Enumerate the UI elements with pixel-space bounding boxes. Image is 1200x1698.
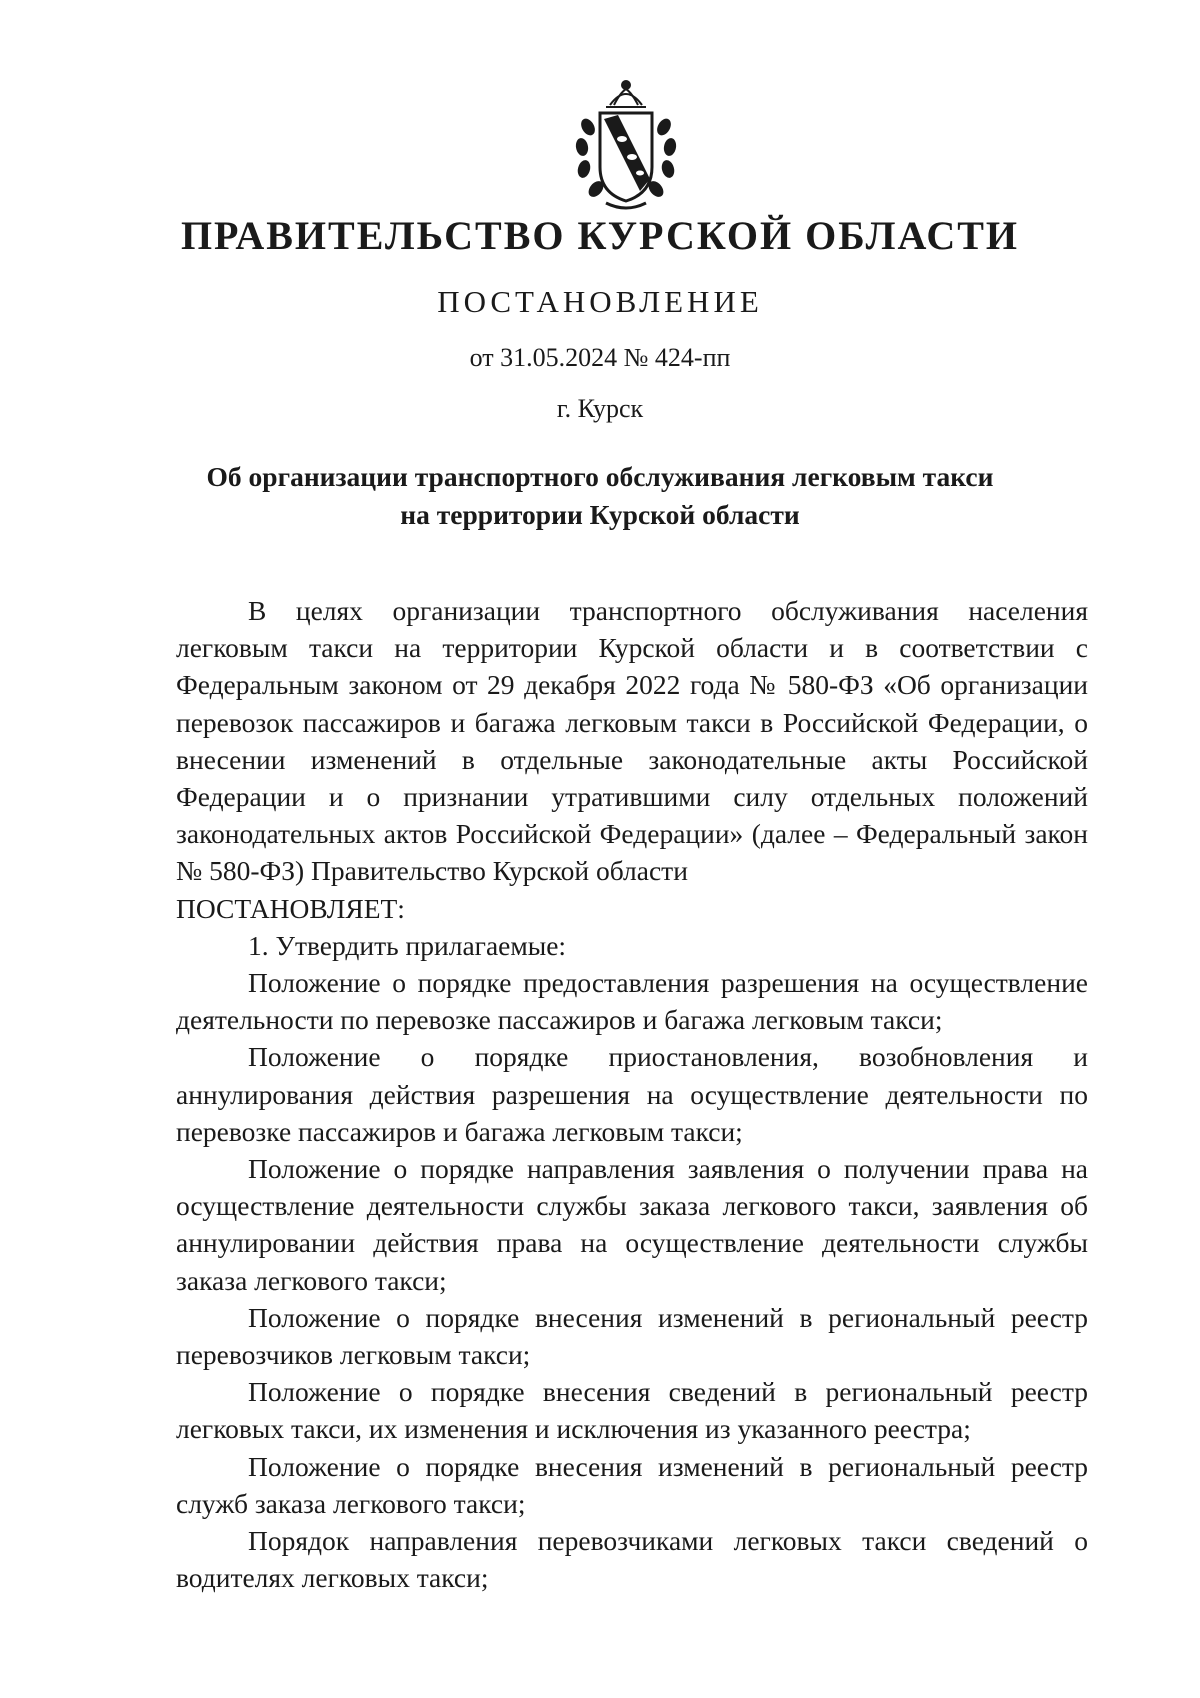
document-city: г. Курск — [556, 394, 644, 423]
list-item: Порядок направления перевозчиками легковых такси сведений о водителях легковых такси; — [176, 1525, 1088, 1594]
point-1: 1. Утвердить прилагаемые: — [248, 929, 567, 961]
list-item: Положение о порядке приостановления, возобновления и аннулирования действия разрешения на осуществление деятельности по перевозке пассажиров и багажа легковым такси; — [176, 1041, 1088, 1147]
subject-line-1: Об организации транспортного обслуживания легковым такси — [206, 461, 994, 492]
document-subject — [0, 458, 1200, 534]
list-item: Положение о порядке внесения изменений в региональный реестр перевозчиков легковым такси; — [176, 1301, 1088, 1371]
preamble-paragraph: В целях организации транспортного обслуживания населения легковым такси на территории Курской области и в соответствии с Федеральным законом от 29 декабря 2022 года № 580-ФЗ «Об организации перевозок пассажиров и багажа легковым такси в Российской Федерации, о внесении изменений в отдельные законодательные акты Российской Федерации и о признании утратившими силу отдельных положений законодательных актов Российской Федерации» (далее – Федеральный закон № 580-ФЗ) Правительство Курской области — [176, 595, 1088, 887]
list-item: Положение о порядке внесения изменений в региональный реестр служб заказа легкового такси; — [176, 1450, 1088, 1519]
list-item: Положение о порядке внесения сведений в региональный реестр легковых такси, их изменения и исключения из указанного реестра; — [176, 1376, 1088, 1445]
coat-of-arms-icon — [570, 75, 682, 215]
subject-line-2: на территории Курской области — [400, 499, 800, 530]
list-item: Положение о порядке предоставления разрешения на осуществление деятельности по перевозке пассажиров и багажа легковым такси; — [176, 967, 1088, 1036]
document-date-number: от 31.05.2024 № 424-пп — [469, 343, 731, 372]
document-body — [176, 592, 1088, 1596]
decree-word: ПОСТАНОВЛЯЕТ: — [176, 892, 405, 924]
document-type: ПОСТАНОВЛЕНИЕ — [437, 284, 763, 319]
organization-title: ПРАВИТЕЛЬСТВО КУРСКОЙ ОБЛАСТИ — [180, 213, 1020, 258]
list-item: Положение о порядке направления заявления о получении права на осуществление деятельности службы заказа легкового такси, заявления об аннулировании действия права на осуществление деятельности службы заказа легкового такси; — [176, 1153, 1088, 1296]
